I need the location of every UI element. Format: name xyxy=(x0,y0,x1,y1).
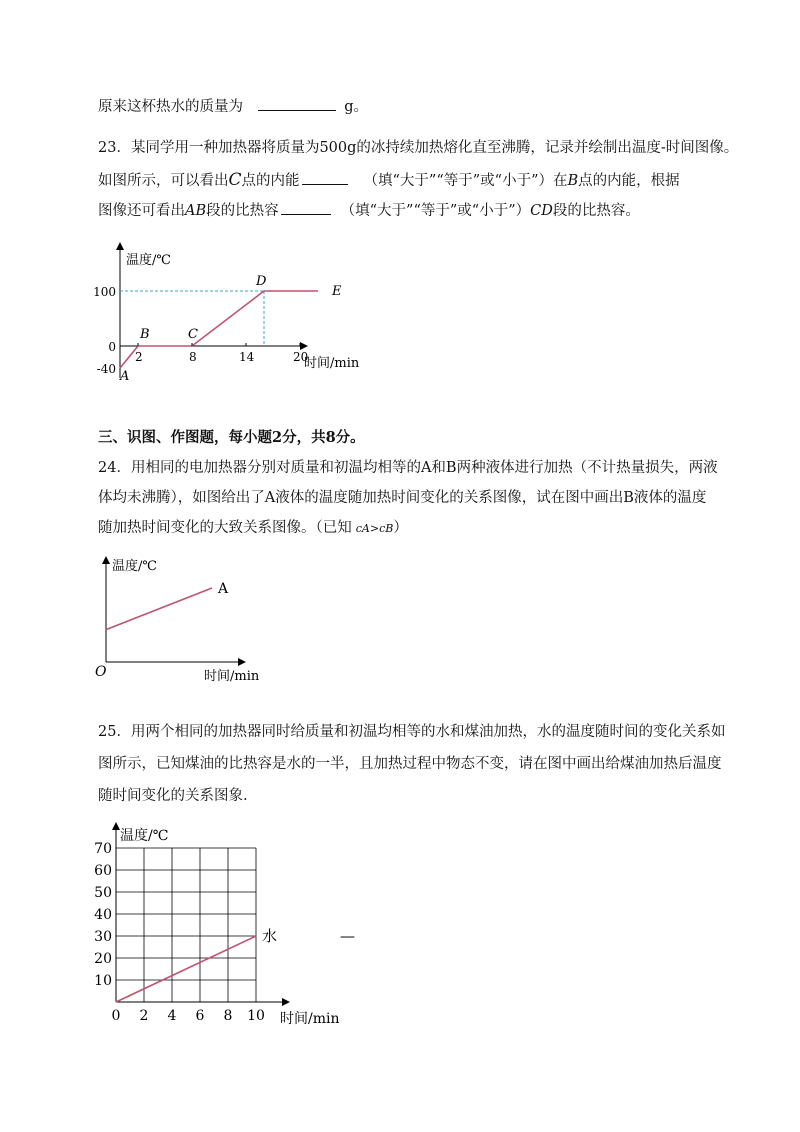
y-tick-label: 0 xyxy=(108,340,116,354)
q25-line3: 随时间变化的关系图象. xyxy=(98,788,248,804)
q23-text: 点的内能，根据 xyxy=(578,173,680,189)
x-tick-label: 20 xyxy=(293,350,309,364)
point-label-d: D xyxy=(256,274,267,289)
q24-line1: 24．用相同的电加热器分别对质量和初温均相等的A和B两种液体进行加热（不计热量损失，两液 xyxy=(98,460,718,476)
temperature-time-chart-ice xyxy=(90,236,370,406)
q24-text: 随加热时间变化的大致关系图像。（已知 xyxy=(98,520,352,536)
series-a-line xyxy=(106,588,212,630)
y-tick-label: 30 xyxy=(94,929,112,945)
temperature-time-chart-liquid-a xyxy=(90,552,270,688)
series-kerosene-legend-dash: — xyxy=(340,927,355,945)
q23-line2 xyxy=(98,170,680,191)
x-tick-label: 8 xyxy=(223,1008,233,1024)
origin-label: O xyxy=(95,664,107,680)
x-tick-label: 10 xyxy=(247,1008,265,1024)
y-axis-label: 温度/℃ xyxy=(126,253,171,268)
y-tick-label: 100 xyxy=(93,285,116,299)
answer-line-mass xyxy=(98,96,368,117)
q24-line3 xyxy=(98,518,408,539)
x-tick-label: 2 xyxy=(139,1008,149,1024)
x-tick-label: 4 xyxy=(167,1008,177,1024)
q23-point-b: B xyxy=(567,173,579,189)
mass-blank[interactable] xyxy=(258,96,336,111)
x-axis-label: 时间/min xyxy=(304,356,360,371)
q23-text: （填“大于”“等于”或“小于”） xyxy=(340,203,531,219)
x-tick-label: 8 xyxy=(189,350,197,364)
series-a-label: A xyxy=(218,581,229,597)
x-tick-label: 0 xyxy=(111,1008,121,1024)
q24-text: ） xyxy=(393,520,408,536)
q25-line2: 图所示，已知煤油的比热容是水的一半，且加热过程中物态不变，请在图中画出给煤油加热后温度 xyxy=(98,756,722,772)
q23-line1: 23．某同学用一种加热器将质量为500g的冰持续加热熔化直至沸腾，记录并绘制出温度-时间图像。 xyxy=(98,140,739,156)
q25-line1: 25．用两个相同的加热器同时给质量和初温均相等的水和煤油加热，水的温度随时间的变化关系如 xyxy=(98,724,726,740)
q23-line3 xyxy=(98,200,640,221)
q23-blank-1[interactable] xyxy=(302,170,348,185)
series-line xyxy=(120,291,318,368)
q23-segment-cd: CD xyxy=(530,203,553,219)
y-tick-label: 20 xyxy=(94,951,112,967)
x-tick-label: 14 xyxy=(239,350,255,364)
x-axis-label: 时间/min xyxy=(204,669,260,684)
y-tick-label: 60 xyxy=(94,863,112,879)
point-label-b: B xyxy=(140,327,150,342)
q23-text: 点的内能 xyxy=(241,173,300,189)
y-axis-label: 温度/℃ xyxy=(120,828,169,844)
y-tick-label: 50 xyxy=(94,885,112,901)
q23-text: 段的比热容 xyxy=(206,203,279,219)
q23-text: （填“大于”“等于”或“小于”）在 xyxy=(363,173,568,189)
q23-text: 段的比热容。 xyxy=(552,203,640,219)
x-tick-label: 2 xyxy=(135,350,143,364)
point-label-c: C xyxy=(188,327,198,342)
temperature-time-chart-water xyxy=(88,818,368,1034)
y-axis-label: 温度/℃ xyxy=(112,559,157,574)
series-water-line xyxy=(116,936,256,1002)
q23-blank-2[interactable] xyxy=(281,200,331,215)
series-water-label: 水 xyxy=(262,927,278,945)
q24-formula: cA>cB xyxy=(355,522,394,535)
q23-text: 如图所示，可以看出 xyxy=(98,173,229,189)
section-title: 三、识图、作图题，每小题2分，共8分。 xyxy=(98,429,365,446)
q23-point-c: C xyxy=(228,170,242,190)
q23-segment-ab: AB xyxy=(185,203,207,219)
y-tick-label: 40 xyxy=(94,907,112,923)
point-label-a: A xyxy=(120,369,130,384)
y-tick-label: -40 xyxy=(96,362,116,376)
q23-text: 图像还可看出 xyxy=(98,203,185,219)
mass-unit: g。 xyxy=(344,99,369,115)
y-tick-label: 70 xyxy=(94,841,112,857)
y-tick-label: 10 xyxy=(94,973,112,989)
q24-line2: 体均未沸腾），如图给出了A液体的温度随加热时间变化的关系图像，试在图中画出B液体的温度 xyxy=(98,490,707,506)
mass-prefix: 原来这杯热水的质量为 xyxy=(98,99,243,115)
x-tick-label: 6 xyxy=(195,1008,205,1024)
point-label-e: E xyxy=(332,284,342,299)
x-axis-label: 时间/min xyxy=(280,1011,340,1027)
